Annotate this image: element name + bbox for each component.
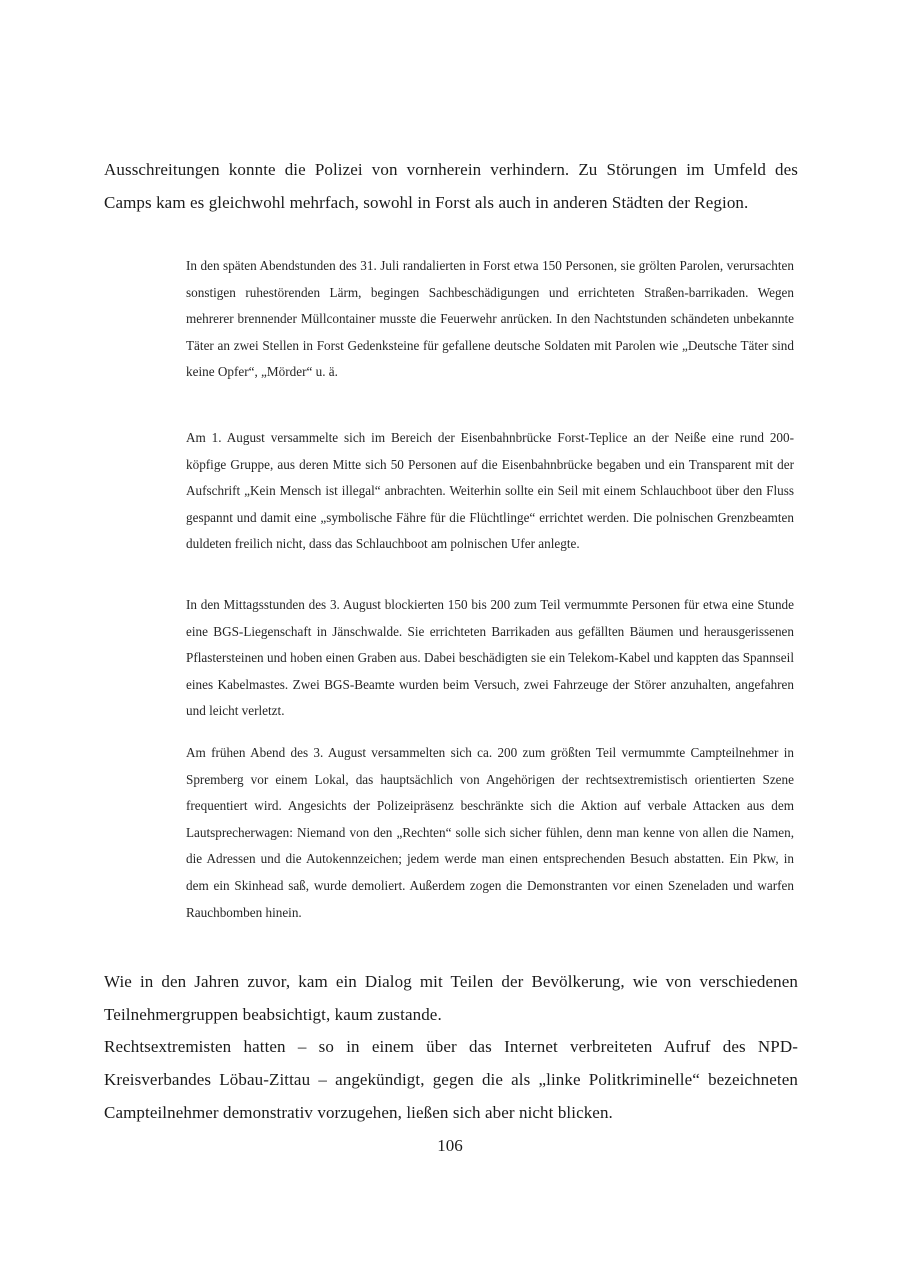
quoted-paragraph-bgs-blockade: In den Mittagsstunden des 3. August blockierten 150 bis 200 zum Teil vermummte Personen für etwa eine Stunde eine BGS-Liegenschaft in Jänschwalde. Sie errichteten Barrikaden aus gefällten Bäumen und herausgerissenen Pflastersteinen und hoben einen Graben aus. Dabei beschädigten sie ein Telekom-Kabel und kappten das Spannseil eines Kabelmastes. Zwei BGS-Beamte wurden beim Versuch, zwei Fahrzeuge der Störer anzuhalten, angefahren und leicht verletzt. [186,597,794,719]
dialog-paragraph: Wie in den Jahren zuvor, kam ein Dialog mit Teilen der Bevölkerung, wie von verschiedenen Teilnehmergruppen beabsichtigt, kaum zustande. [104,972,798,1024]
quoted-paragraph-bridge-action: Am 1. August versammelte sich im Bereich der Eisenbahnbrücke Forst-Teplice an der Neiße eine rund 200-köpfige Gruppe, aus deren Mitte sich 50 Personen auf die Eisenbahnbrücke begaben und ein Transparent mit der Aufschrift „Kein Mensch ist illegal“ anbrachten. Weiterhin sollte ein Seil mit einem Schlauchboot über den Fluss gespannt und damit eine „symbolische Fähre für die Flüchtlinge“ errichtet werden. Die polnischen Grenzbeamten duldeten freilich nicht, dass das Schlauchboot am polnischen Ufer anlegte. [186,430,794,552]
intro-paragraph: Ausschreitungen konnte die Polizei von vornherein verhindern. Zu Störungen im Umfeld des Camps kam es gleichwohl mehrfach, sowohl in Forst als auch in anderen Städten der Region. [104,160,798,212]
page-number: 106 [437,1136,463,1155]
rechtsextremisten-paragraph: Rechtsextremisten hatten – so in einem über das Internet verbreiteten Aufruf des NPD-Kreisverbandes Löbau-Zittau – angekündigt, gegen die als „linke Politkriminelle“ bezeichneten Campteilnehmer demonstrativ vorzugehen, ließen sich aber nicht blicken. [104,1037,798,1122]
quoted-paragraph-night-riots: In den späten Abendstunden des 31. Juli randalierten in Forst etwa 150 Personen, sie grölten Parolen, verursachten sonstigen ruhestörenden Lärm, begingen Sachbeschädigungen und errichteten Straßen-barrikaden. Wegen mehrerer brennender Müllcontainer musste die Feuerwehr anrücken. In den Nachtstunden schändeten unbekannte Täter an zwei Stellen in Forst Gedenksteine für gefallene deutsche Soldaten mit Parolen wie „Deutsche Täter sind keine Opfer“, „Mörder“ u. ä. [186,258,794,380]
quoted-paragraph-spremberg: Am frühen Abend des 3. August versammelten sich ca. 200 zum größten Teil vermummte Campteilnehmer in Spremberg vor einem Lokal, das hauptsächlich von Angehörigen der rechtsextremistisch orientierten Szene frequentiert wird. Angesichts der Polizeipräsenz beschränkte sich die Aktion auf verbale Attacken aus dem Lautsprecherwagen: Niemand von den „Rechten“ solle sich sicher fühlen, denn man kenne von allen die Namen, die Adressen und die Autokennzeichen; jedem werde man einen entsprechenden Besuch abstatten. Ein Pkw, in dem ein Skinhead saß, wurde demoliert. Außerdem zogen die Demonstranten vor einen Szeneladen und warfen Rauchbomben hinein. [186,745,794,920]
